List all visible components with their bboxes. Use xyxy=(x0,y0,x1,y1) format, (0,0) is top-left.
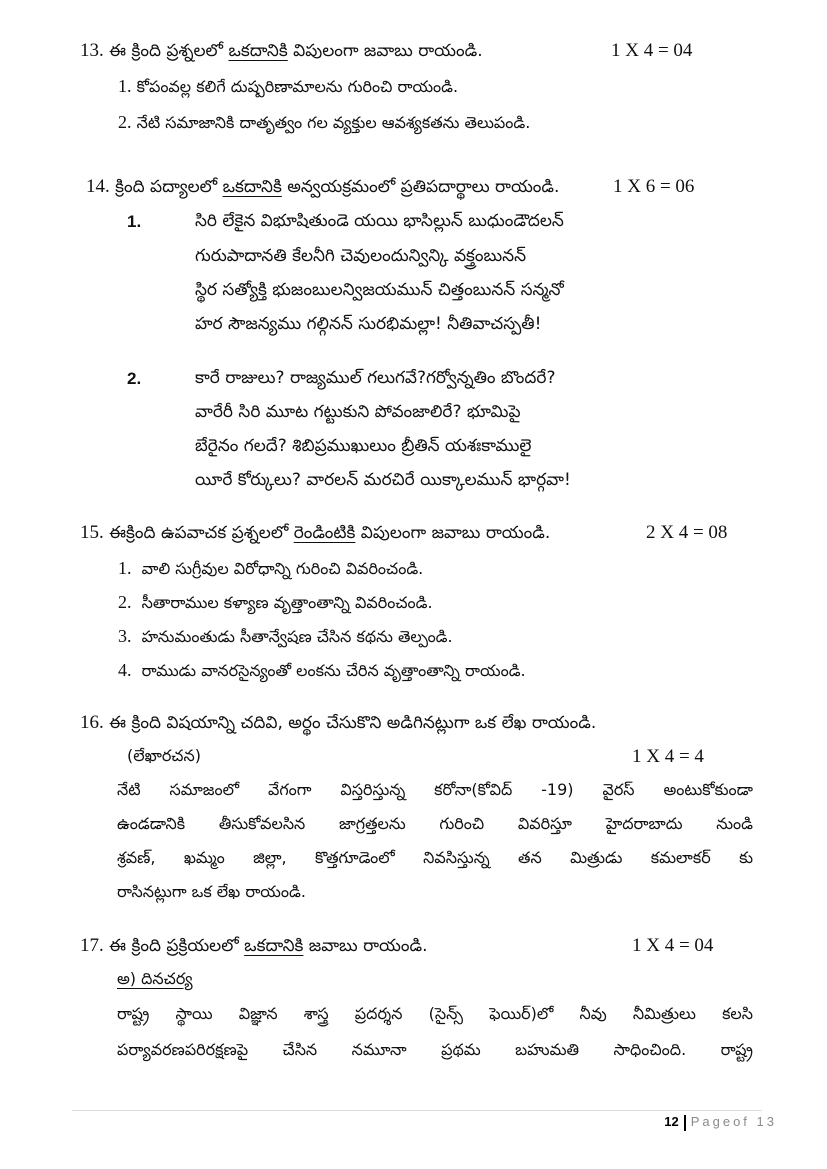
poem-line: వారేరీ సిరి మూట గట్టుకుని పోవంజాలిరే? భూమిపై xyxy=(195,402,521,422)
question-number: 15. xyxy=(80,522,104,543)
poem-line: కారే రాజులు? రాజ్యముల్ గలుగవే?గర్వోన్నతిం బొందరే? xyxy=(195,368,556,388)
poem-line: సిరి లేకైన విభూషితుండె యయి భాసిల్లున్ బుధుండౌదలన్ xyxy=(195,211,564,231)
question-text: అన్వయక్రమంలో ప్రతిపదార్థాలు రాయండి. xyxy=(281,177,560,197)
sub-label: (లేఖారచన) xyxy=(127,746,201,765)
question-17-heading xyxy=(80,935,427,960)
question-text: జవాబు రాయండి. xyxy=(303,936,428,956)
underlined-word: ఒకదానికి xyxy=(244,936,304,956)
marks-label: 1 X 4 = 04 xyxy=(632,935,714,956)
paragraph-line: రాసినట్లుగా ఒక లేఖ రాయండి. xyxy=(117,882,306,901)
question-14-heading xyxy=(86,176,559,201)
paragraph-line: నేటి సమాజంలో వేగంగా విస్తరిస్తున్న కరోనా(కోవిద్ -19) వైరస్ అంటుకోకుండా xyxy=(117,780,753,799)
question-text: విపులంగా జవాబు రాయండి. xyxy=(355,523,551,543)
page-of-label: Pageof 13 xyxy=(690,1114,777,1129)
question-number: 16. xyxy=(80,712,104,733)
question-text: విపులంగా జవాబు రాయండి. xyxy=(287,41,483,61)
list-item: 3. హనుమంతుడు సీతాన్వేషణ చేసిన కథను తెల్పండి. xyxy=(118,626,453,646)
sub-heading: అ) దినచర్య xyxy=(117,969,193,988)
question-13-heading xyxy=(80,40,483,65)
paragraph-line: రాష్ట్ర స్థాయి విజ్ఞాన శాస్త్ర ప్రదర్శన (సైన్స్ ఫెయిర్)లో నీవు నీమిత్రులు కలసి xyxy=(117,1004,753,1023)
list-item: 1. వాలి సుగ్రీవుల విరోధాన్ని గురించి వివరించండి. xyxy=(118,558,424,578)
poem-line: బేరైనం గలదే? శిబిప్రముఖులుం బ్రీతిన్ యశఃకాములై xyxy=(195,436,532,456)
list-item: 1. కోపంవల్ల కలిగే దుష్పరిణామాలను గురించి రాయండి. xyxy=(118,76,459,96)
underlined-word: ఒకదానికి xyxy=(222,177,282,197)
question-number: 14. xyxy=(86,176,110,197)
question-text: ఈ క్రింది ప్రక్రియలలో xyxy=(103,936,245,956)
question-text: ఈక్రింది ఉపవాచక ప్రశ్నలలో xyxy=(109,523,294,543)
list-item: 4. రాముడు వానరసైన్యంతో లంకను చేరిన వృత్తాంతాన్ని రాయండి. xyxy=(118,660,526,680)
marks-label: 2 X 4 = 08 xyxy=(646,522,728,543)
question-number: 13. xyxy=(80,40,104,61)
poem-line: యీరే కోర్కులు? వారలన్ మరచిరే యిక్కాలమున్ భార్గవా! xyxy=(195,470,571,490)
paragraph-line: ఉండడానికి తీసుకోవలసిన జాగ్రత్తలను గురించి వివరిస్తూ హైదరాబాదు నుండి xyxy=(117,814,753,833)
question-number: 17. xyxy=(80,935,104,956)
poem-number: 2. xyxy=(127,369,142,388)
underlined-word: ఒకదానికి xyxy=(228,41,288,61)
marks-label: 1 X 4 = 4 xyxy=(632,746,704,767)
marks-label: 1 X 6 = 06 xyxy=(613,176,695,197)
poem-line: హర సౌజన్యము గల్గినన్ సురభిమల్లా! నీతివాచస్పతీ! xyxy=(195,314,542,334)
paragraph-line: శ్రవణ్, ఖమ్మం జిల్లా, కొత్తగూడెంలో నివసిస్తున్న తన మిత్రుడు కమలాకర్ కు xyxy=(117,848,753,867)
paragraph-line: పర్యావరణపరిరక్షణపై చేసిన నమూనా ప్రథమ బహుమతి సాధించింది. రాష్ట్ర xyxy=(117,1040,753,1059)
poem-line: స్థిర సత్యోక్తి భుజంబులన్విజయమున్ చిత్తంబునన్ సన్మనో xyxy=(195,280,564,300)
marks-label: 1 X 4 = 04 xyxy=(611,40,693,61)
poem-line: గురుపాదానతి కేలనీగి చెవులందున్విన్కి వక్త్రంబునన్ xyxy=(195,246,527,266)
question-text: ఈ క్రింది ప్రశ్నలలో xyxy=(109,41,229,61)
question-15-heading xyxy=(80,522,550,547)
page-number: 12 xyxy=(664,1114,679,1129)
poem-number: 1. xyxy=(127,212,142,231)
list-item: 2. నేటి సమాజానికి దాతృత్వం గల వ్యక్తుల ఆవశ్యకతను తెలుపండి. xyxy=(118,112,531,132)
footer-divider xyxy=(72,1110,762,1111)
footer-separator xyxy=(684,1115,686,1131)
question-text: ఈ క్రింది విషయాన్ని చదివి, అర్థం చేసుకొని అడిగినట్లుగా ఒక లేఖ రాయండి. xyxy=(103,713,597,733)
question-text: క్రింది పద్యాలలో xyxy=(115,177,223,197)
list-item: 2. సీతారాముల కళ్యాణ వృత్తాంతాన్ని వివరించండి. xyxy=(118,592,433,612)
underlined-word: రెండింటికి xyxy=(293,523,356,543)
question-16-heading xyxy=(80,712,596,737)
page-footer xyxy=(664,1114,777,1131)
